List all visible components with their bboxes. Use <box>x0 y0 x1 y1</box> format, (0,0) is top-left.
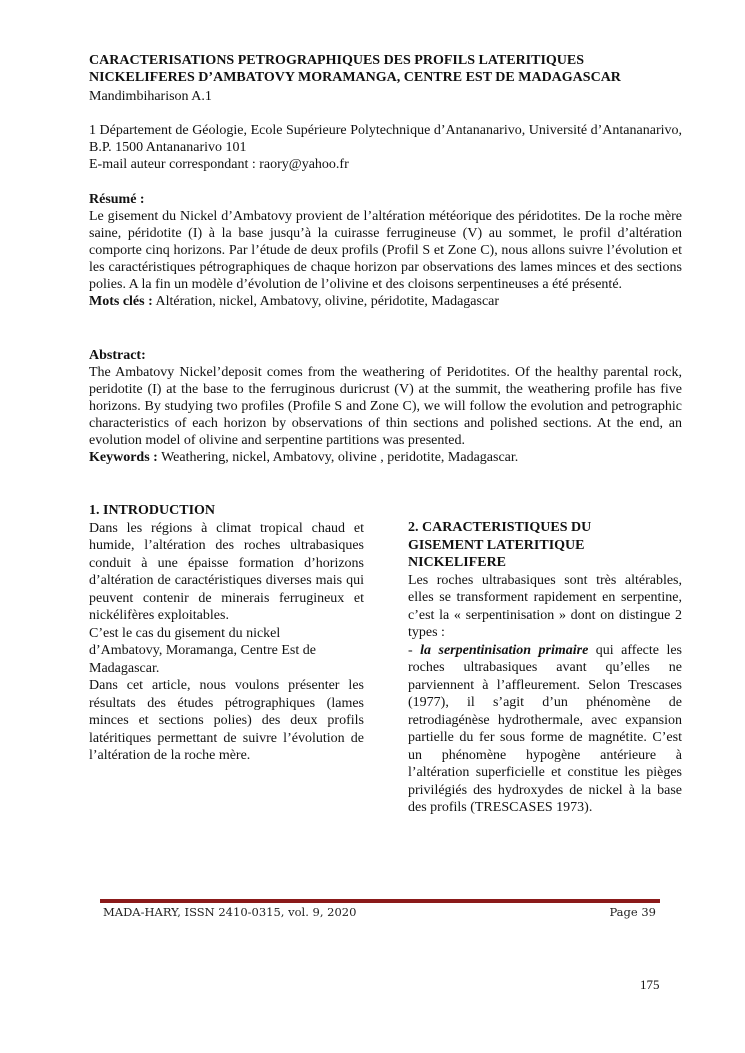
author: Mandimbiharison A.1 <box>89 89 212 104</box>
footer-page: Page 39 <box>609 905 656 919</box>
section2-paragraph-2 <box>408 642 682 817</box>
intro-paragraph-1: Dans les régions à climat tropical chaud et humide, l’altération des roches ultrabasiques conduit à une épaisse formation d’horizons d’altération de caractéristiques diverses mais qui peuvent contenir de minerais ferrugineux et nickélifères exploitables. <box>89 520 364 623</box>
abstract-section <box>89 347 682 466</box>
email: E-mail auteur correspondant : raory@yahoo.fr <box>89 157 349 172</box>
section2-term: la serpentinisation primaire <box>420 642 589 658</box>
resume-text: Le gisement du Nickel d’Ambatovy provient de l’altération météorique des péridotites. De la roche mère saine, péridotite (I) à la base jusqu’à la cuirasse ferrugineuse (V) au sommet, le profil d’altération comporte cinq horizons. Par l’étude de deux profils (Profil S et Zone C), nous allons suivre l’évolution et les caractéristiques pétrographiques de chaque horizon par observations des lames minces et des sections polies. A la fin un modèle d’évolution de l’olivine et des cloisons serpentineuses a été présenté. <box>89 209 682 292</box>
resume-keywords-text: Altération, nickel, Ambatovy, olivine, péridotite, Madagascar <box>152 294 500 309</box>
section2-paragraph-1: Les roches ultrabasiques sont très altérables, elles se transforment rapidement en serpentine, c’est la « serpentinisation » dont on distingue 2 types : <box>408 572 682 640</box>
section2-heading-line-2: GISEMENT LATERITIQUE <box>408 537 585 553</box>
section2-dash: - <box>408 642 421 658</box>
intro-paragraph-2-line-2: d’Ambatovy, Moramanga, Centre Est de <box>89 643 316 658</box>
title-line-1: CARACTERISATIONS PETROGRAPHIQUES DES PROFILS LATERITIQUES <box>89 53 585 68</box>
affiliation-block <box>89 122 682 173</box>
footer-journal: MADA-HARY, ISSN 2410-0315, vol. 9, 2020 <box>103 905 357 919</box>
abstract-keywords <box>89 449 682 466</box>
intro-paragraph-3: Dans cet article, nous voulons présenter les résultats des études pétrographiques (lames minces et sections polies) des deux profils latéritiques permettant de suivre l’évolution de l’altération de la roche mère. <box>89 678 364 763</box>
introduction-column <box>89 502 364 765</box>
abstract-keywords-label: Keywords : <box>89 450 158 465</box>
abstract-text: The Ambatovy Nickel’deposit comes from the weathering of Peridotites. Of the healthy parental rock, peridotite (I) at the base to the ferruginous duricrust (V) at the summit, the weathering profile has five horizons. By studying two profiles (Profile S and Zone C), we will follow the evolution and petrographic characteristics of each horizon by observations of thin sections and polished sections. At the end, an evolution model of olivine and serpentine partitions was presented. <box>89 365 682 448</box>
title-line-2: NICKELIFERES D’AMBATOVY MORAMANGA, CENTRE EST DE MADAGASCAR <box>89 70 621 85</box>
section2-column <box>408 519 682 817</box>
intro-heading: 1. INTRODUCTION <box>89 503 216 518</box>
resume-heading: Résumé : <box>89 192 145 207</box>
resume-keywords <box>89 293 682 310</box>
abstract-keywords-text: Weathering, nickel, Ambatovy, olivine , peridotite, Madagascar. <box>157 450 519 465</box>
intro-paragraph-2-line-1: C’est le cas du gisement du nickel <box>89 625 281 641</box>
footer <box>103 905 656 919</box>
affiliation: 1 Département de Géologie, Ecole Supérieure Polytechnique d’Antananarivo, Université d’Antananarivo, B.P. 1500 Antananarivo 101 <box>89 123 682 155</box>
footer-rule <box>100 899 660 903</box>
abstract-heading: Abstract: <box>89 348 146 363</box>
section2-heading-line-3: NICKELIFERE <box>408 555 507 570</box>
resume-keywords-label: Mots clés : <box>89 294 153 309</box>
intro-paragraph-2-line-3: Madagascar. <box>89 660 160 676</box>
resume-section <box>89 191 682 310</box>
section2-heading-line-1: 2. CARACTERISTIQUES DU <box>408 520 592 535</box>
page-number: 175 <box>640 977 660 992</box>
paper-title <box>89 52 689 86</box>
section2-paragraph-2-text: qui affecte les roches ultrabasiques avant qu’elles ne parviennent à l’affleurement. Selon Trescases (1977), il s’agit d’un phénomène de retrodiagénèse hydrothermale, avec expansion partielle du fer sous forme de magnétite. C’est un phénomène hypogène antérieure à l’altération superficielle et constitue les pièges privilégiés des hydroxydes de nickel à la base des profils (TRESCASES 1973). <box>408 642 682 815</box>
